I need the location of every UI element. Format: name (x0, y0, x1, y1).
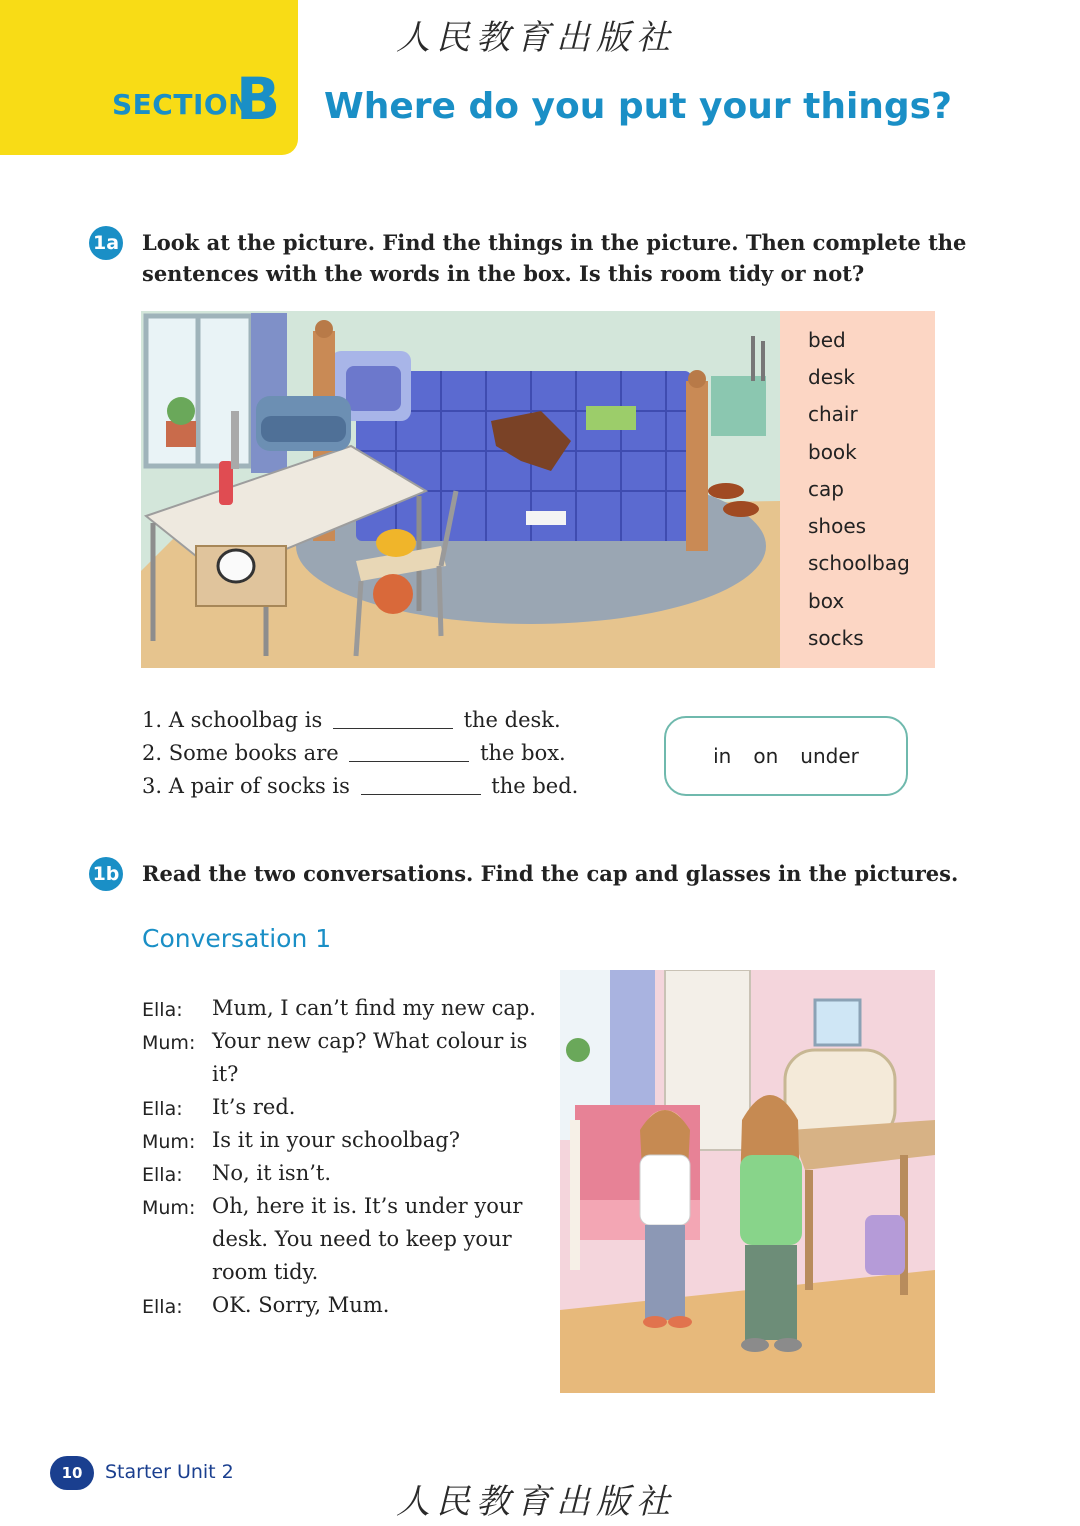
speaker-label: Ella: (142, 1098, 183, 1120)
speaker-label: Ella: (142, 1164, 183, 1186)
sentence-1 (142, 708, 561, 732)
activity-1b-instruction: Read the two conversations. Find the cap and glasses in the pictures. (142, 861, 959, 886)
sentence-text: Some books are (168, 741, 339, 765)
speaker-label: Ella: (142, 1296, 183, 1318)
sentence-text: the bed. (491, 774, 579, 798)
dialogue-line: It’s red. (212, 1095, 296, 1119)
word-box-item: schoolbag (808, 551, 910, 575)
word-box (780, 311, 935, 668)
option-word: under (800, 744, 859, 768)
answer-blank[interactable] (349, 741, 469, 762)
sentence-number: 3. (142, 774, 163, 798)
dialogue-line: it? (212, 1062, 239, 1086)
dialogue-line: desk. You need to keep your (212, 1227, 512, 1251)
answer-blank[interactable] (333, 708, 453, 729)
sentence-number: 1. (142, 708, 163, 732)
dialogue-line: Your new cap? What colour is (212, 1029, 528, 1053)
speaker-label: Ella: (142, 999, 183, 1021)
bedroom-illustration (141, 311, 780, 668)
word-box-item: box (808, 589, 845, 613)
section-label: SECTION (112, 88, 253, 121)
option-word: in (713, 744, 732, 768)
conversation-illustration (560, 970, 935, 1393)
answer-blank[interactable] (361, 774, 481, 795)
sentence-text: the desk. (463, 708, 561, 732)
dialogue-line: Oh, here it is. It’s under your (212, 1194, 523, 1218)
section-letter: B (236, 65, 281, 133)
sentence-text: A schoolbag is (168, 708, 323, 732)
word-box-item: chair (808, 402, 858, 426)
activity-1b-badge: 1b (89, 857, 123, 891)
publisher-watermark-bottom: 人民教育出版社 (396, 1482, 676, 1522)
activity-1a-badge: 1a (89, 226, 123, 260)
speaker-label: Mum: (142, 1032, 196, 1054)
word-box-item: desk (808, 365, 856, 389)
word-box-item: socks (808, 626, 864, 650)
sentence-text: A pair of socks is (168, 774, 350, 798)
word-box-item: bed (808, 328, 846, 352)
page-number-badge: 10 (50, 1456, 94, 1490)
sentence-2 (142, 741, 566, 765)
dialogue-line: No, it isn’t. (212, 1161, 332, 1185)
sentence-text: the box. (480, 741, 566, 765)
word-box-item: book (808, 440, 857, 464)
activity-1a-instruction (142, 227, 966, 289)
speaker-label: Mum: (142, 1131, 196, 1153)
preposition-options-box (664, 716, 908, 796)
word-box-item: shoes (808, 514, 867, 538)
dialogue-line: room tidy. (212, 1260, 319, 1284)
instruction-line-1: Look at the picture. Find the things in the picture. Then complete the (142, 230, 967, 255)
unit-label: Starter Unit 2 (105, 1461, 234, 1483)
dialogue-line: Mum, I can’t find my new cap. (212, 996, 536, 1020)
instruction-line-2: sentences with the words in the box. Is this room tidy or not? (142, 261, 865, 286)
sentence-3 (142, 774, 578, 798)
dialogue-line: OK. Sorry, Mum. (212, 1293, 390, 1317)
publisher-watermark-top: 人民教育出版社 (396, 18, 676, 58)
option-word: on (753, 744, 779, 768)
speaker-label: Mum: (142, 1197, 196, 1219)
dialogue-line: Is it in your schoolbag? (212, 1128, 460, 1152)
word-box-item: cap (808, 477, 844, 501)
page-title: Where do you put your things? (324, 86, 952, 127)
sentence-number: 2. (142, 741, 163, 765)
conversation-title: Conversation 1 (142, 924, 332, 953)
